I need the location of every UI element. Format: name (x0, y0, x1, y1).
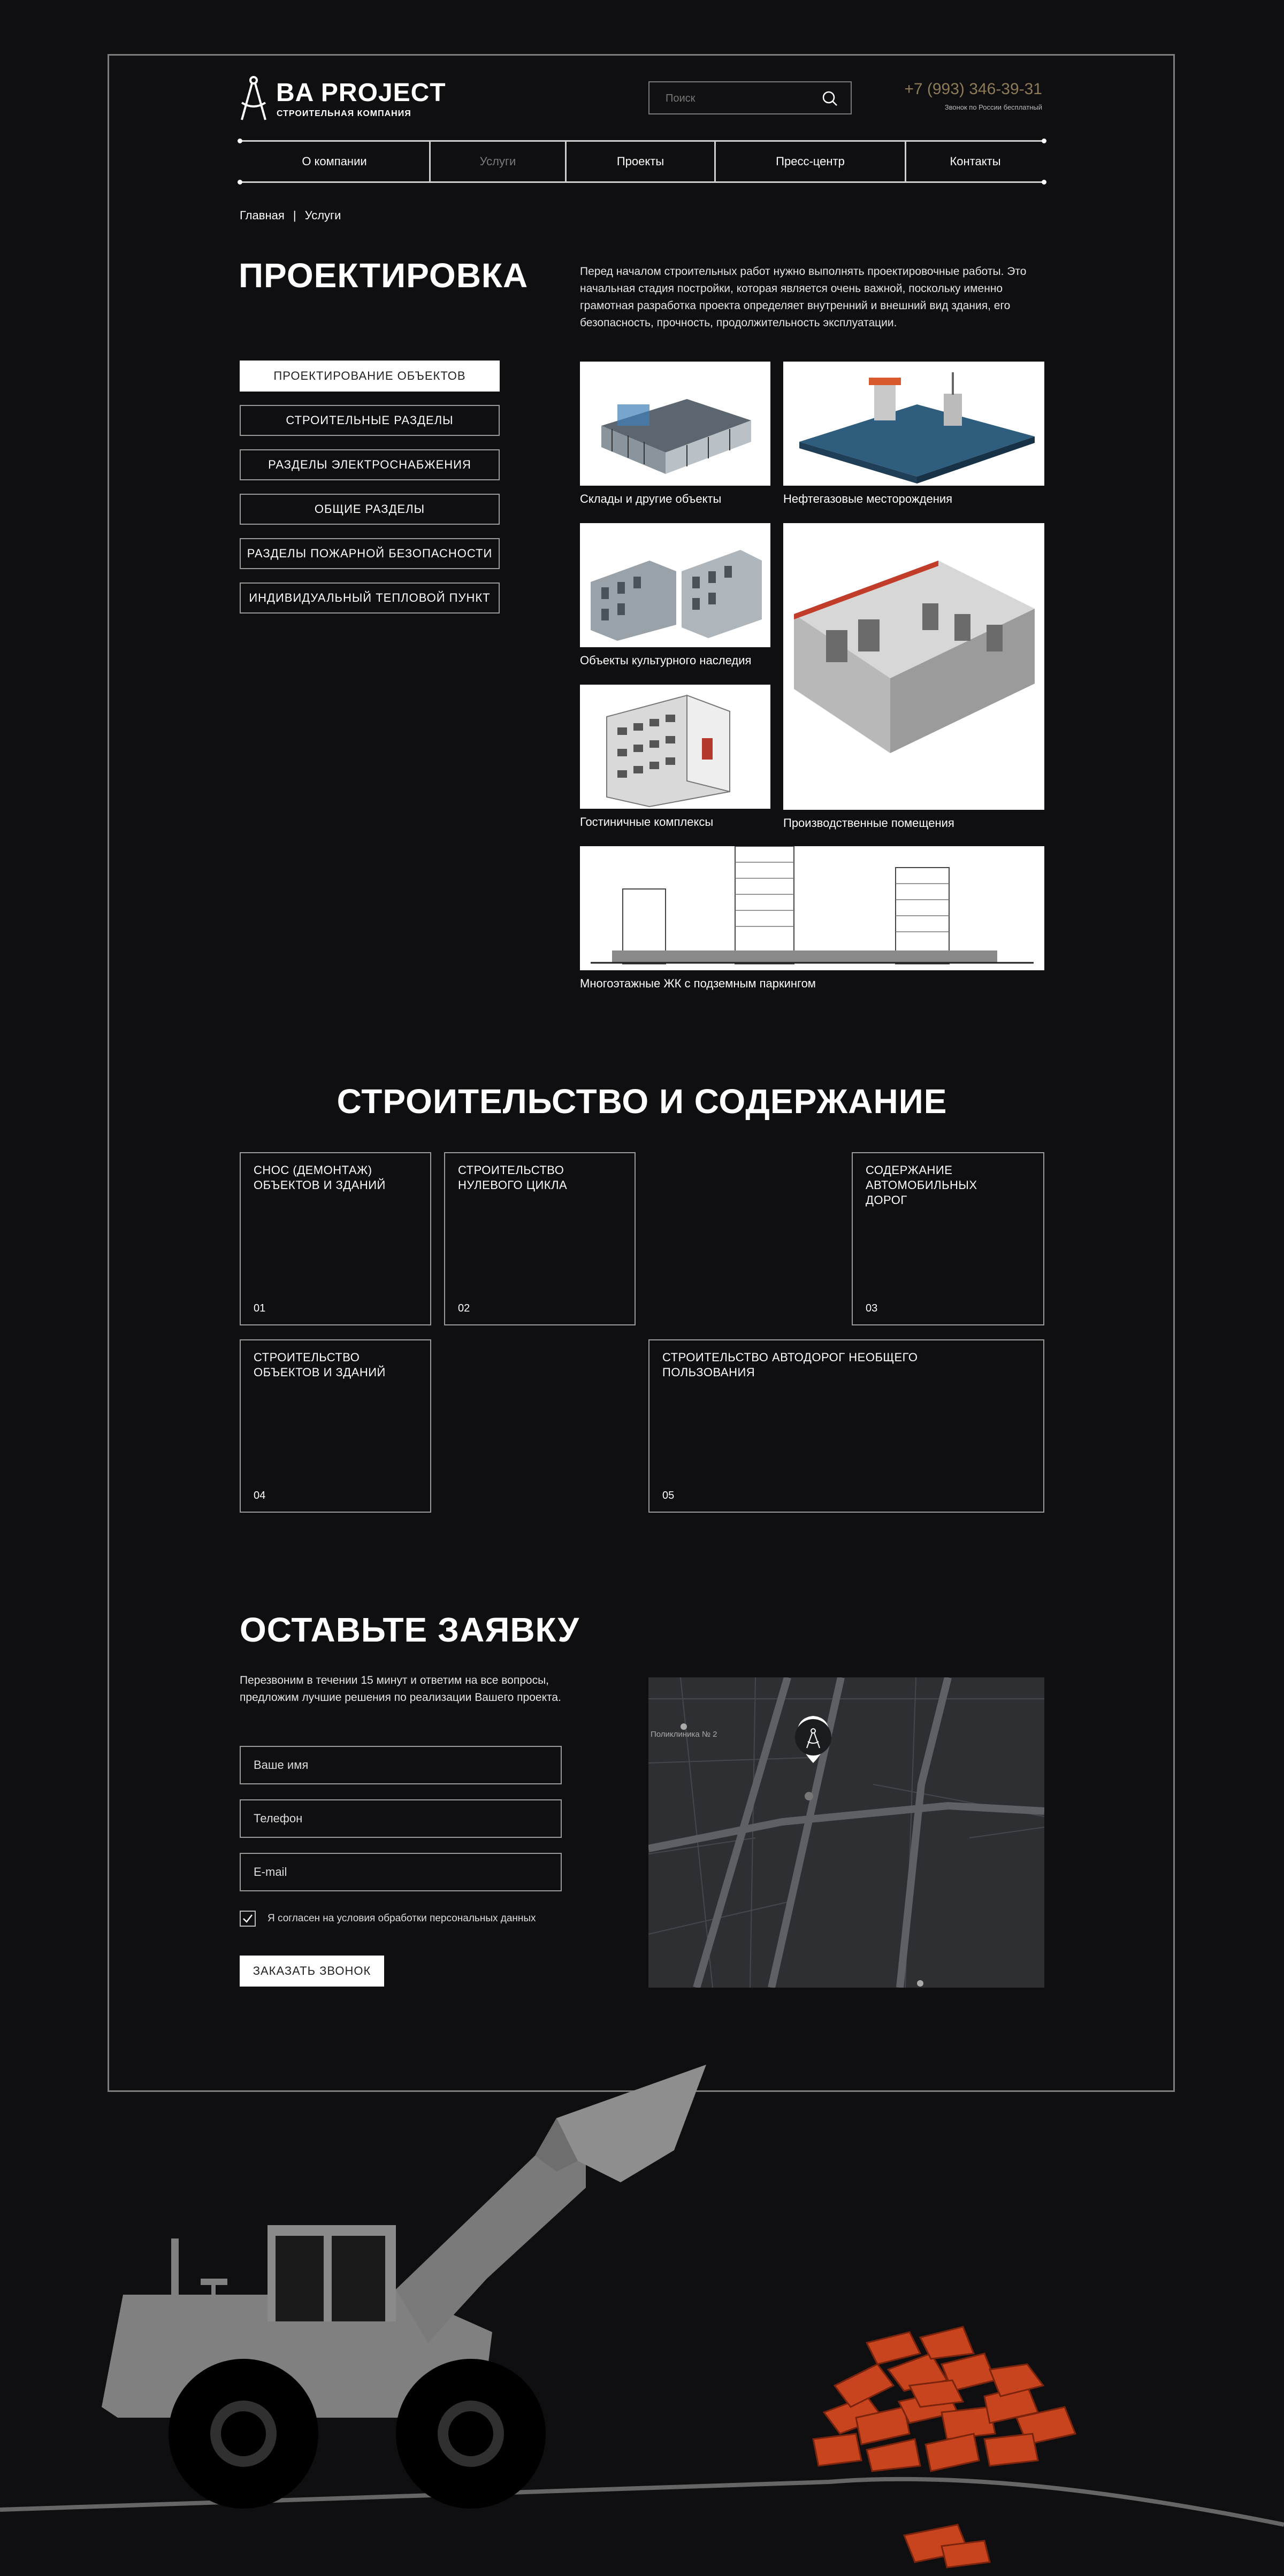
project-image-warehouse (580, 362, 770, 486)
search-icon[interactable] (822, 90, 838, 106)
service-tile-number: 02 (458, 1302, 470, 1314)
project-caption: Производственные помещения (783, 816, 954, 830)
checkmark-icon (241, 1912, 255, 1926)
breadcrumb (240, 209, 341, 223)
category-button-design-objects[interactable]: ПРОЕКТИРОВАНИЕ ОБЪЕКТОВ (240, 361, 500, 392)
design-category-list (240, 361, 500, 627)
design-intro: Перед началом строительных работ нужно выполнять проектировочные работы. Это начальная стадия постройки, которая является очень важной, поскольку именно грамотная разработка проекта определяет внутренний и внешний вид здания, его безопасность, прочность, продолжительность эксплуатации. (580, 265, 1027, 329)
service-tile-title: СОДЕРЖАНИЕ АВТОМОБИЛЬНЫХ ДОРОГ (866, 1163, 977, 1207)
category-button-electric[interactable]: РАЗДЕЛЫ ЭЛЕКТРОСНАБЖЕНИЯ (240, 449, 500, 480)
nav-item-projects[interactable]: Проекты (616, 155, 664, 168)
project-caption: Гостиничные комплексы (580, 815, 714, 829)
phone-input[interactable] (241, 1800, 561, 1837)
category-button-general[interactable]: ОБЩИЕ РАЗДЕЛЫ (240, 494, 500, 525)
service-tile-title: СТРОИТЕЛЬСТВО НУЛЕВОГО ЦИКЛА (458, 1163, 568, 1192)
order-call-button[interactable]: ЗАКАЗАТЬ ЗВОНОК (240, 1956, 384, 1987)
service-tile-title: СТРОИТЕЛЬСТВО АВТОДОРОГ НЕОБЩЕГО ПОЛЬЗОВАНИЯ (662, 1351, 918, 1379)
service-tile-number: 04 (254, 1490, 266, 1501)
construction-title: СТРОИТЕЛЬСТВО И СОДЕРЖАНИЕ (337, 1082, 947, 1121)
category-button-construction[interactable]: СТРОИТЕЛЬНЫЕ РАЗДЕЛЫ (240, 405, 500, 436)
breadcrumb-home[interactable]: Главная (240, 209, 285, 222)
service-tile-buildings[interactable] (240, 1339, 431, 1513)
phone-field (240, 1799, 562, 1838)
project-caption: Многоэтажные ЖК с подземным паркингом (580, 977, 816, 990)
compass-logo-icon (239, 75, 269, 121)
email-input[interactable] (241, 1854, 561, 1890)
email-field (240, 1853, 562, 1891)
location-map[interactable] (648, 1677, 1044, 1988)
service-tile-number: 01 (254, 1302, 266, 1314)
logo-title[interactable]: BA PROJECT (276, 79, 446, 107)
request-description: Перезвоним в течении 15 минут и ответим на все вопросы, предложим лучшие решения по реализации Вашего проекта. (240, 1674, 561, 1704)
search-box (648, 81, 852, 114)
name-input[interactable] (241, 1747, 561, 1783)
project-caption: Склады и другие объекты (580, 492, 722, 505)
service-tile-zero-cycle[interactable] (444, 1152, 636, 1325)
nav-item-press[interactable]: Пресс-центр (776, 155, 845, 168)
bricks-pile (813, 2327, 1075, 2567)
project-image-oil-platform (783, 362, 1044, 486)
search-input[interactable] (649, 82, 827, 114)
service-tile-title: СНОС (ДЕМОНТАЖ) ОБЪЕКТОВ И ЗДАНИЙ (254, 1163, 386, 1192)
nav-item-about[interactable]: О компании (302, 155, 367, 168)
logo-subtitle: СТРОИТЕЛЬНАЯ КОМПАНИЯ (277, 109, 411, 118)
service-tile-number: 03 (866, 1302, 878, 1314)
project-image-production (783, 523, 1044, 810)
request-title: ОСТАВЬТЕ ЗАЯВКУ (240, 1611, 579, 1649)
name-field (240, 1746, 562, 1784)
breadcrumb-current: Услуги (304, 209, 341, 222)
breadcrumb-separator: | (293, 209, 296, 222)
project-image-residential (580, 846, 1044, 970)
service-tile-private-roads[interactable] (648, 1339, 1044, 1513)
project-image-heritage (580, 523, 770, 647)
project-image-hotel (580, 685, 770, 809)
design-title: ПРОЕКТИРОВКА (239, 256, 529, 295)
service-tile-number: 05 (662, 1490, 675, 1501)
project-caption: Объекты культурного наследия (580, 654, 752, 667)
map-label: Поликлиника № 2 (651, 1730, 717, 1739)
main-nav (240, 140, 1044, 183)
service-tile-title: СТРОИТЕЛЬСТВО ОБЪЕКТОВ И ЗДАНИЙ (254, 1351, 386, 1379)
category-button-heating[interactable]: ИНДИВИДУАЛЬНЫЙ ТЕПЛОВОЙ ПУНКТ (240, 582, 500, 614)
nav-item-contacts[interactable]: Контакты (950, 155, 1001, 168)
nav-item-services[interactable]: Услуги (479, 155, 516, 168)
service-tile-road-maintenance[interactable] (852, 1152, 1044, 1325)
phone-note: Звонок по России бесплатный (944, 103, 1042, 111)
map-roads (648, 1677, 1044, 1988)
category-button-fire-safety[interactable]: РАЗДЕЛЫ ПОЖАРНОЙ БЕЗОПАСНОСТИ (240, 538, 500, 569)
loader-illustration (0, 2065, 1284, 2576)
consent-label[interactable]: Я согласен на условия обработки персональных данных (268, 1913, 536, 1924)
project-caption: Нефтегазовые месторождения (783, 492, 953, 505)
service-tile-demolition[interactable] (240, 1152, 431, 1325)
phone-number[interactable]: +7 (993) 346-39-31 (904, 80, 1042, 98)
consent-checkbox[interactable] (240, 1911, 256, 1927)
